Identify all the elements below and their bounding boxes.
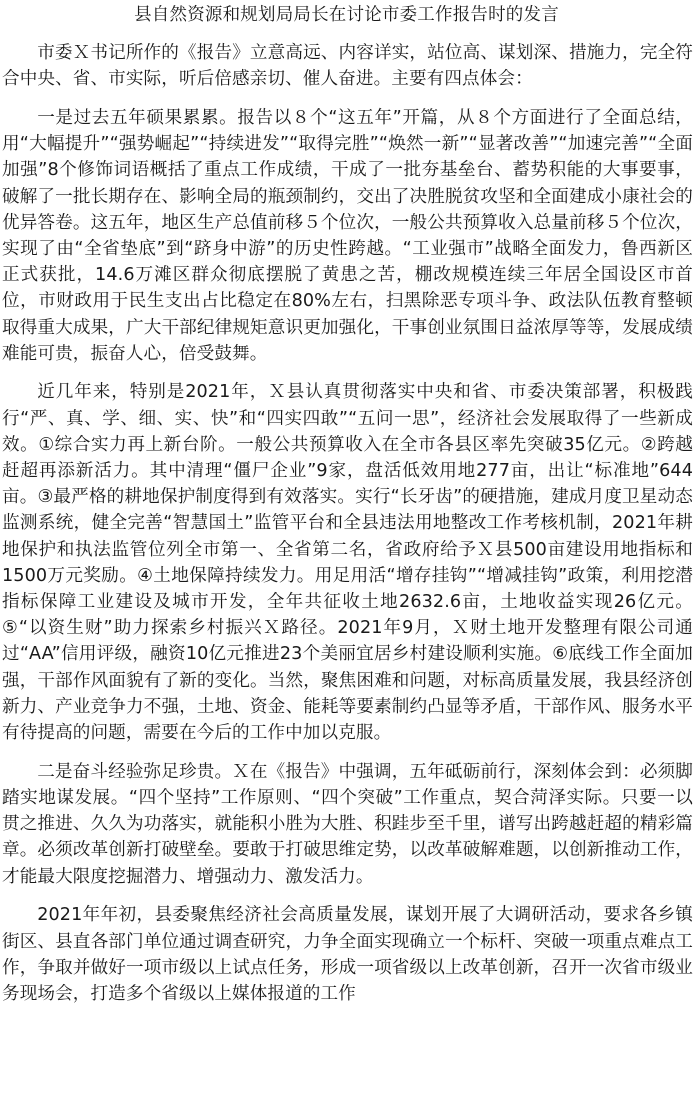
paragraph-point-one: 一是过去五年硕果累累。报告以８个“这五年”开篇，从８个方面进行了全面总结，用“大幅提升”“强势崛起”“持续进发”“取得完胜”“焕然一新”“显著改善”“加速完善”“全面加强”8个修饰词语概括了重点工作成绩，干成了一批夯基垒台、蓄势积能的大事要事，破解了一批长期存在、影响全局的瓶颈制约，交出了决胜脱贫攻坚和全面建成小康社会的优异答卷。这五年，地区生产总值前移５个位次，一般公共预算收入总量前移５个位次，实现了由“全省垫底”到“跻身中游”的历史性跨越。“工业强市”战略全面发力，鲁西新区正式获批，14.6万滩区群众彻底摆脱了黄患之苦，棚改规模连续三年居全国设区市首位，市财政用于民生支出占比稳定在80%左右，扫黑除恶专项斗争、政法队伍教育整顿取得重大成果，广大干部纪律规矩意识更加强化，干事创业氛围日益浓厚等等，发展成绩难能可贵，振奋人心，倍受鼓舞。 <box>2 107 693 364</box>
paragraph-2021-research: 2021年年初，县委聚焦经济社会高质量发展，谋划开展了大调研活动，要求各乡镇街区、县直各部门单位通过调查研究，力争全面实现确立一个标杆、突破一项重点难点工作，争取并做好一项市级以上试点任务，形成一项省级以上改革创新，召开一次省市级业务现场会，打造多个省级以上媒体报道的工作 <box>2 905 693 1004</box>
document-title: 县自然资源和规划局局长在讨论市委工作报告时的发言 <box>134 5 559 25</box>
paragraph-point-two: 二是奋斗经验弥足珍贵。Ｘ在《报告》中强调，五年砥砺前行，深刻体会到：必须脚踏实地谋发展。“四个坚持”工作原则、“四个突破”工作重点，契合菏泽实际。只要一以贯之推进、久久为功落实，就能积小胜为大胜、积跬步至千里，谱写出跨越赶超的精彩篇章。必须改革创新打破壁垒。要敢于打破思维定势，以改革破解难题，以创新推动工作，才能最大限度挖掘潜力、增强动力、激发活力。 <box>2 761 693 887</box>
paragraph-recent-results: 近几年来，特别是2021年，Ｘ县认真贯彻落实中央和省、市委决策部署，积极践行“严、真、学、细、实、快”和“四实四敢”“五问一思”，经济社会发展取得了一些新成效。①综合实力再上新台阶。一般公共预算收入在全市各县区率先突破35亿元。②跨越赶超再添新活力。其中清理“僵尸企业”9家，盘活低效用地277亩，出让“标准地”644亩。③最严格的耕地保护制度得到有效落实。实行“长牙齿”的硬措施，建成月度卫星动态监测系统，健全完善“智慧国土”监管平台和全县违法用地整改工作考核机制，2021年耕地保护和执法监管位列全市第一、全省第二名，省政府给予Ｘ县500亩建设用地指标和1500万元奖励。④土地保障持续发力。用足用活“增存挂钩”“增减挂钩”政策，利用挖潜指标保障工业建设及城市开发，全年共征收土地2632.6亩，土地收益实现26亿元。⑤“以资生财”助力探索乡村振兴Ｘ路径。2021年9月，Ｘ财土地开发整理有限公司通过“AA”信用评级，融资10亿元推进23个美丽宜居乡村建设顺利实施。⑥底线工作全面加强，干部作风面貌有了新的变化。当然，聚焦困难和问题，对标高质量发展，我县经济创新力、产业竞争力不强，土地、资金、能耗等要素制约凸显等矛盾，干部作风、服务水平有待提高的问题，需要在今后的工作中加以克服。 <box>2 382 693 744</box>
paragraph-intro: 市委Ｘ书记所作的《报告》立意高远、内容详实，站位高、谋划深、措施力，完全符合中央、省、市实际，听后倍感亲切、催人奋进。主要有四点体会： <box>2 43 693 90</box>
document-body <box>0 40 693 1007</box>
